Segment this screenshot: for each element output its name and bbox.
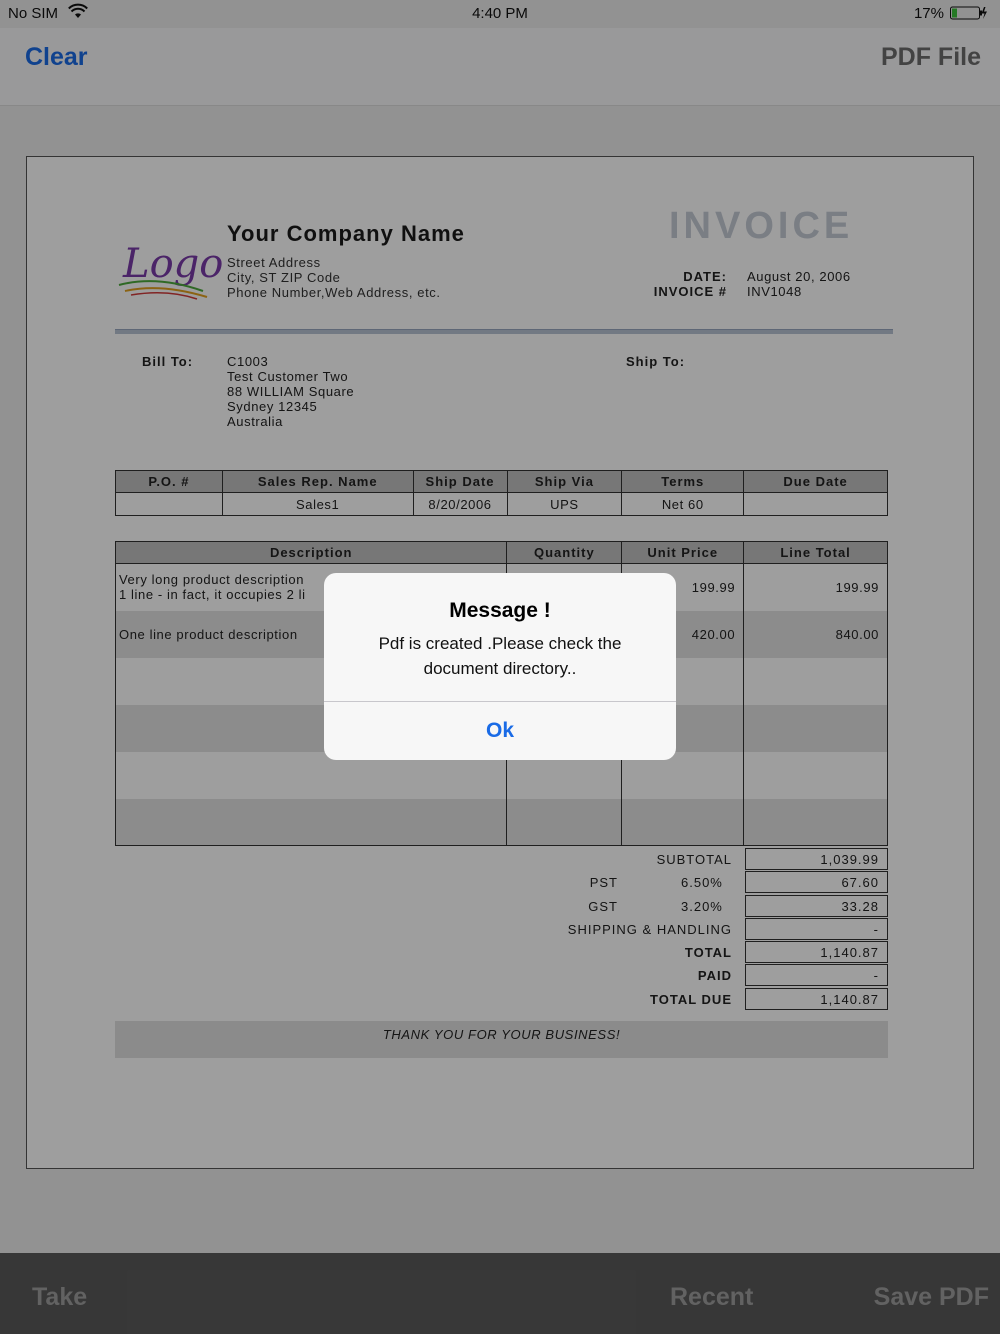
ship-via-value: UPS (507, 493, 622, 516)
paid-label: PAID (697, 968, 732, 984)
save-pdf-button[interactable]: Save PDF (873, 1283, 989, 1311)
thank-you-banner: THANK YOU FOR YOUR BUSINESS! (115, 1021, 888, 1058)
sales-rep-header: Sales Rep. Name (222, 471, 413, 493)
bill-to-line: C1003 (227, 354, 269, 369)
invoice-number-value: INV1048 (747, 284, 802, 299)
item-line-total: 199.99 (744, 564, 888, 611)
unit-price-header: Unit Price (622, 542, 744, 564)
bill-to-line: Australia (227, 414, 283, 429)
take-button[interactable]: Take (32, 1283, 88, 1311)
due-date-header: Due Date (744, 471, 888, 493)
alert-dialog (324, 573, 676, 760)
shipping-value: - (745, 918, 888, 940)
gst-label: GST (588, 898, 618, 914)
pst-rate: 6.50% (681, 875, 723, 891)
bill-to-line: Test Customer Two (227, 369, 349, 384)
total-label: TOTAL (684, 945, 732, 961)
battery-percent: 17% (913, 5, 944, 22)
company-street: Street Address (227, 255, 321, 270)
bill-to-line: Sydney 12345 (227, 399, 318, 414)
terms-value: Net 60 (622, 493, 744, 516)
item-description-line: One line product description (119, 626, 298, 642)
item-unit-price: 420.00 (622, 611, 744, 658)
ok-button[interactable]: Ok (485, 719, 514, 742)
total-due-value: 1,140.87 (745, 988, 888, 1010)
subtotal-value: 1,039.99 (745, 848, 888, 870)
clear-button[interactable]: Clear (25, 43, 88, 71)
item-unit-price: 199.99 (622, 564, 744, 611)
gst-rate: 3.20% (681, 898, 723, 914)
company-contact: Phone Number,Web Address, etc. (227, 285, 441, 300)
clock: 4:40 PM (472, 5, 528, 22)
quantity-header: Quantity (507, 542, 622, 564)
bill-to-label: Bill To: (142, 354, 194, 369)
item-line-total: 840.00 (744, 611, 888, 658)
shipping-label: SHIPPING & HANDLING (567, 921, 732, 937)
line-total-header: Line Total (744, 542, 888, 564)
description-header: Description (116, 542, 507, 564)
terms-header: Terms (622, 471, 744, 493)
sales-rep-value: Sales1 (222, 493, 413, 516)
total-value: 1,140.87 (745, 941, 888, 963)
carrier-label: No SIM (8, 5, 59, 22)
recent-button[interactable]: Recent (670, 1283, 754, 1311)
paid-value: - (745, 964, 888, 986)
invoice-title: INVOICE (669, 205, 854, 247)
ship-date-header: Ship Date (413, 471, 507, 493)
alert-message: Pdf is created .Please check the document directory.. (378, 634, 622, 678)
bill-to-line: 88 WILLIAM Square (227, 384, 355, 399)
invoice-number-label: INVOICE # (653, 284, 727, 299)
item-description-line: Very long product description (119, 572, 305, 588)
pst-value: 67.60 (745, 871, 888, 893)
ship-via-header: Ship Via (507, 471, 622, 493)
date-label: DATE: (683, 269, 727, 284)
company-name: Your Company Name (227, 221, 465, 246)
date-value: August 20, 2006 (747, 269, 851, 284)
po-header: P.O. # (116, 471, 223, 493)
total-due-label: TOTAL DUE (650, 991, 732, 1007)
gst-value: 33.28 (745, 895, 888, 917)
logo-text: Logo (123, 241, 224, 287)
company-city: City, ST ZIP Code (227, 270, 341, 285)
subtotal-label: SUBTOTAL (656, 852, 732, 867)
ship-date-value: 8/20/2006 (413, 493, 507, 516)
item-description-line: 1 line - in fact, it occupies 2 li (119, 587, 306, 603)
pdf-file-button[interactable]: PDF File (880, 43, 981, 71)
ship-to-label: Ship To: (626, 354, 686, 369)
alert-title: Message ! (449, 599, 551, 622)
pst-label: PST (589, 875, 618, 891)
